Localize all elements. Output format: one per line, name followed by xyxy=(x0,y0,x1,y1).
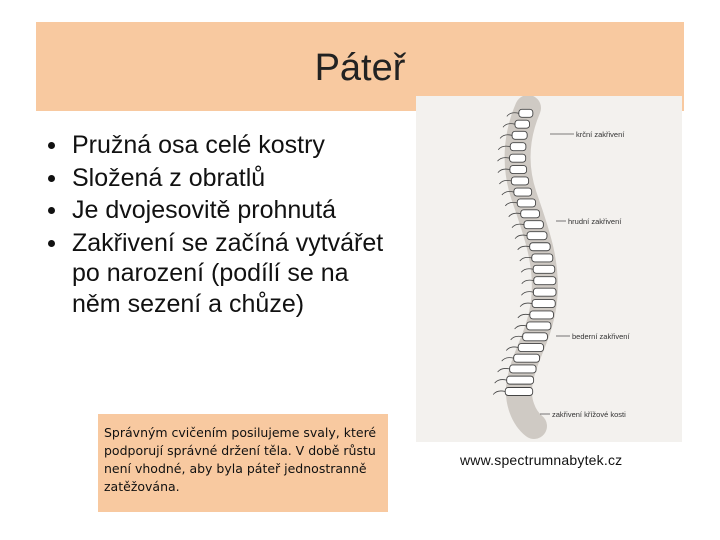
label-thoracic: hrudní zakřivení xyxy=(568,217,622,226)
vertebra-shape xyxy=(507,376,534,384)
bullet-list xyxy=(48,130,398,321)
vertebra-process xyxy=(498,368,510,372)
bullet-item xyxy=(48,228,398,320)
vertebra-shape xyxy=(510,143,526,151)
vertebra-shape xyxy=(530,243,550,251)
vertebra-shape xyxy=(514,354,540,362)
vertebra-process xyxy=(495,380,507,384)
vertebra-shape xyxy=(510,166,527,174)
vertebra-shape xyxy=(530,311,554,319)
vertebra-shape xyxy=(523,333,548,341)
vertebra-shape xyxy=(517,199,535,207)
vertebra-shape xyxy=(510,365,536,373)
label-lumbar: bederní zakřivení xyxy=(572,332,630,341)
slide-title: Páteř xyxy=(314,47,406,89)
vertebra-shape xyxy=(511,177,528,185)
bullet-text: Složená z obratlů xyxy=(72,163,266,192)
vertebra-shape xyxy=(519,109,533,117)
vertebra-shape xyxy=(527,322,551,330)
vertebra-shape xyxy=(533,265,555,273)
bullet-dot-icon xyxy=(48,240,55,247)
spine-illustration xyxy=(416,96,682,442)
vertebra-process xyxy=(502,358,514,362)
bullet-text: Pružná osa celé kostry xyxy=(72,131,325,159)
bullet-text: Je dvojesovitě prohnutá xyxy=(72,196,337,224)
bullet-dot-icon xyxy=(48,207,55,214)
bullet-item xyxy=(48,130,398,161)
bullet-dot-icon xyxy=(48,142,55,149)
vertebra-shape xyxy=(512,131,527,139)
vertebra-shape xyxy=(510,154,526,162)
note-box: Správným cvičením posilujeme svaly, které podporují správné držení těla. V době růstu není vhodné, aby byla páteř jednostranně zatěžována. xyxy=(98,414,388,512)
vertebra-shape xyxy=(524,221,543,229)
vertebra-shape xyxy=(514,188,532,196)
vertebra-shape xyxy=(518,344,543,352)
vertebra-shape xyxy=(532,254,553,262)
vertebra-shape xyxy=(515,120,530,128)
vertebra-shape xyxy=(532,300,555,308)
bullet-item xyxy=(48,195,398,226)
bullet-item xyxy=(48,163,398,194)
vertebra-shape xyxy=(527,232,547,240)
vertebra-shape xyxy=(533,288,556,296)
image-source-caption: www.spectrumnabytek.cz xyxy=(460,452,623,468)
vertebra-shape xyxy=(505,388,532,396)
label-cervical: krční zakřivení xyxy=(576,130,625,139)
spine-figure xyxy=(416,96,682,442)
bullet-dot-icon xyxy=(48,175,55,182)
label-sacral: zakřivení křížové kosti xyxy=(552,410,626,419)
bullet-text: Zakřivení se začíná vytvářet po narození (podílí se na něm sezení a chůze) xyxy=(72,228,384,318)
vertebra-shape xyxy=(521,210,540,218)
vertebra-shape xyxy=(534,277,556,285)
vertebra-process xyxy=(493,391,505,395)
